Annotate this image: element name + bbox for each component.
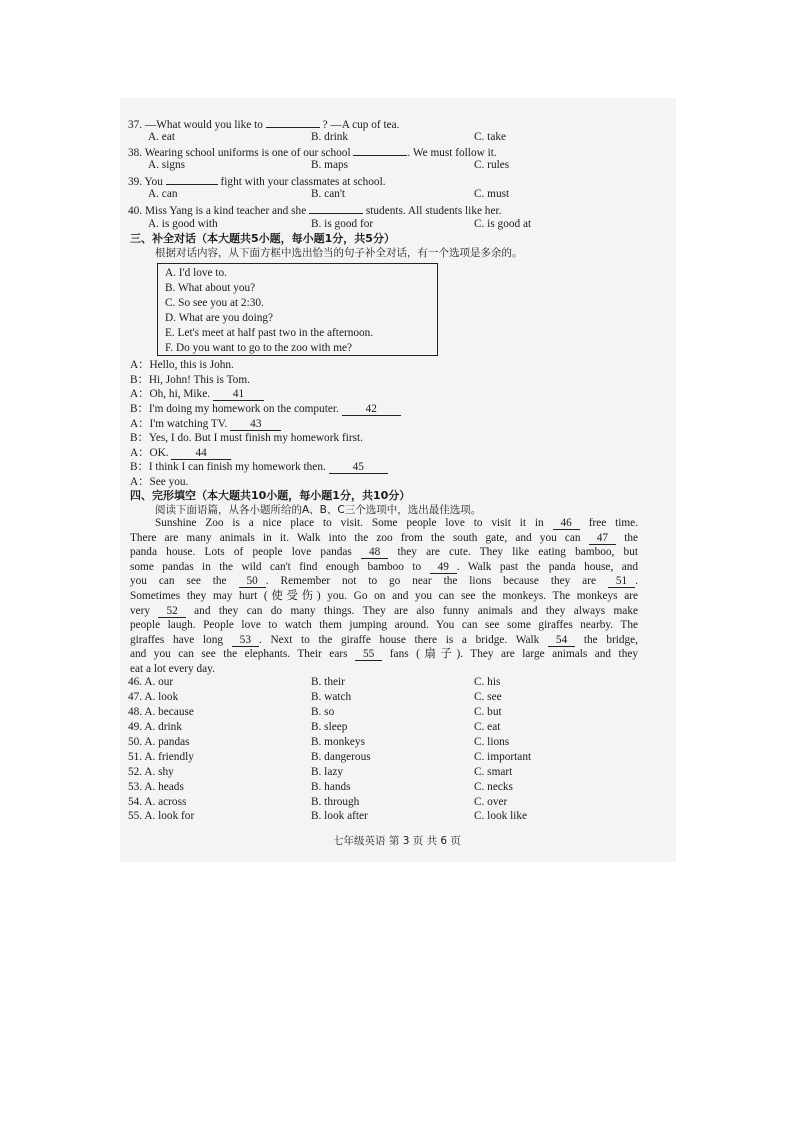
passage-line: Sunshine Zoo is a nice place to visit. Some people love to visit it in 46 free time. (155, 517, 639, 529)
option-b: B. can't (311, 188, 346, 200)
option-a: 55. A. look for (128, 810, 195, 822)
option-a: 50. A. pandas (128, 736, 190, 748)
dialogue-line: A：I'm watching TV. 43 (130, 417, 281, 431)
option-b: B. watch (311, 691, 352, 703)
section4-heading: 四、完形填空（本大题共10小题，每小题1分，共10分） (130, 489, 411, 502)
option-b: B. is good for (311, 218, 374, 230)
passage-line: giraffes have long 53 . Next to the giraffe house there is a bridge. Walk 54 the bridge, (130, 633, 639, 646)
option-b: B. look after (311, 810, 368, 822)
passage-line: panda house. Lots of people love pandas 48 they are cute. They like eating bamboo, but (130, 546, 638, 559)
dialogue-option: F. Do you want to go to the zoo with me? (165, 342, 353, 354)
blank-number: 44 (171, 447, 230, 460)
option-b: B. maps (311, 159, 349, 171)
section3-heading: 三、补全对话（本大题共5小题，每小题1分，共5分） (130, 232, 395, 245)
option-a: 49. A. drink (128, 721, 182, 733)
dialogue-line: A：See you. (130, 476, 189, 488)
option-a: A. is good with (148, 218, 218, 230)
option-a: 52. A. shy (128, 766, 174, 778)
option-a: A. can (148, 188, 178, 200)
answer-blank (166, 173, 218, 185)
dialogue-line: A：OK. 44 (130, 446, 231, 460)
option-a: 53. A. heads (128, 781, 184, 793)
option-a: 48. A. because (128, 706, 194, 718)
option-c: C. lions (474, 736, 510, 748)
option-c: C. see (474, 691, 502, 703)
passage-line: eat a lot every day. (130, 662, 215, 675)
dialogue-option: C. So see you at 2:30. (165, 297, 264, 309)
option-c: C. rules (474, 159, 510, 171)
option-b: B. hands (311, 781, 351, 793)
option-c: C. must (474, 188, 510, 200)
page-footer: 七年级英语 第 3 页 共 6 页 (333, 835, 461, 847)
option-b: B. drink (311, 131, 349, 143)
option-b: B. dangerous (311, 751, 371, 763)
option-c: C. over (474, 796, 508, 808)
dialogue-option: E. Let's meet at half past two in the afternoon. (165, 327, 374, 339)
passage-line: some pandas in the wild can't find enough bamboo to 49 . Walk past the panda house, and (130, 560, 639, 573)
answer-blank (266, 116, 320, 128)
option-a: 47. A. look (128, 691, 179, 703)
option-b: B. through (311, 796, 360, 808)
option-c: C. but (474, 706, 502, 718)
option-b: B. lazy (311, 766, 343, 778)
passage-line: you can see the 50 . Remember not to go near the lions because they are 51 . (130, 575, 639, 588)
question-40: 40. Miss Yang is a kind teacher and she students. All students like her. (128, 202, 501, 218)
blank-number: 42 (342, 403, 401, 416)
option-a: 54. A. across (128, 796, 187, 808)
option-a: 51. A. friendly (128, 751, 194, 763)
dialogue-line: B：I'm doing my homework on the computer. 42 (130, 402, 401, 416)
question-37: 37. —What would you like to ? —A cup of tea. (128, 116, 399, 132)
dialogue-line: B：I think I can finish my homework then. 45 (130, 460, 388, 474)
option-a: A. eat (148, 131, 175, 143)
option-b: B. sleep (311, 721, 348, 733)
section4-instruction: 阅读下面语篇，从各小题所给的A、B、C三个选项中，选出最佳选项。 (155, 504, 482, 516)
option-c: C. look like (474, 810, 528, 822)
option-c: C. his (474, 676, 501, 688)
passage-line: very 52 and they can do many things. They are also funny animals and they always make (130, 604, 638, 617)
option-a: 46. A. our (128, 676, 174, 688)
blank-number: 41 (213, 388, 264, 401)
answer-blank (353, 144, 407, 156)
option-b: B. their (311, 676, 345, 688)
dialogue-option: A. I'd love to. (165, 267, 227, 279)
dialogue-line: A：Oh, hi, Mike. 41 (130, 387, 264, 401)
passage-line: Sometimes they may hurt (使受伤) you. Go on and you can see the monkeys. The monkeys are (130, 589, 638, 602)
passage-line: and you can see the elephants. Their ears 55 fans (扇子). They are large animals and they (130, 648, 639, 661)
dialogue-line: A：Hello, this is John. (130, 359, 234, 371)
cloze-passage (130, 516, 638, 677)
blank-number: 43 (230, 418, 281, 431)
option-a: A. signs (148, 159, 186, 171)
option-c: C. eat (474, 721, 501, 733)
question-38: 38. Wearing school uniforms is one of our school . We must follow it. (128, 144, 497, 160)
answer-blank (309, 202, 363, 214)
dialogue-line: B：Yes, I do. But I must finish my homework first. (130, 432, 363, 444)
option-c: C. necks (474, 781, 513, 793)
dialogue-option: B. What about you? (165, 282, 256, 294)
blank-number: 45 (329, 461, 388, 474)
dialogue-option: D. What are you doing? (165, 312, 274, 324)
question-39: 39. You fight with your classmates at school. (128, 173, 386, 189)
option-c: C. important (474, 751, 532, 763)
option-c: C. smart (474, 766, 513, 778)
section3-instruction: 根据对话内容，从下面方框中选出恰当的句子补全对话，有一个选项是多余的。 (155, 247, 523, 259)
passage-line: people laugh. People love to watch them jumping around. You can see some giraffes nearby. The (130, 619, 638, 632)
dialogue-line: B：Hi, John! This is Tom. (130, 374, 250, 386)
option-b: B. so (311, 706, 335, 718)
passage-line: There are many animals in it. Walk into the zoo from the south gate, and you can 47 the (130, 531, 638, 544)
option-b: B. monkeys (311, 736, 365, 748)
option-c: C. is good at (474, 218, 532, 230)
option-c: C. take (474, 131, 506, 143)
